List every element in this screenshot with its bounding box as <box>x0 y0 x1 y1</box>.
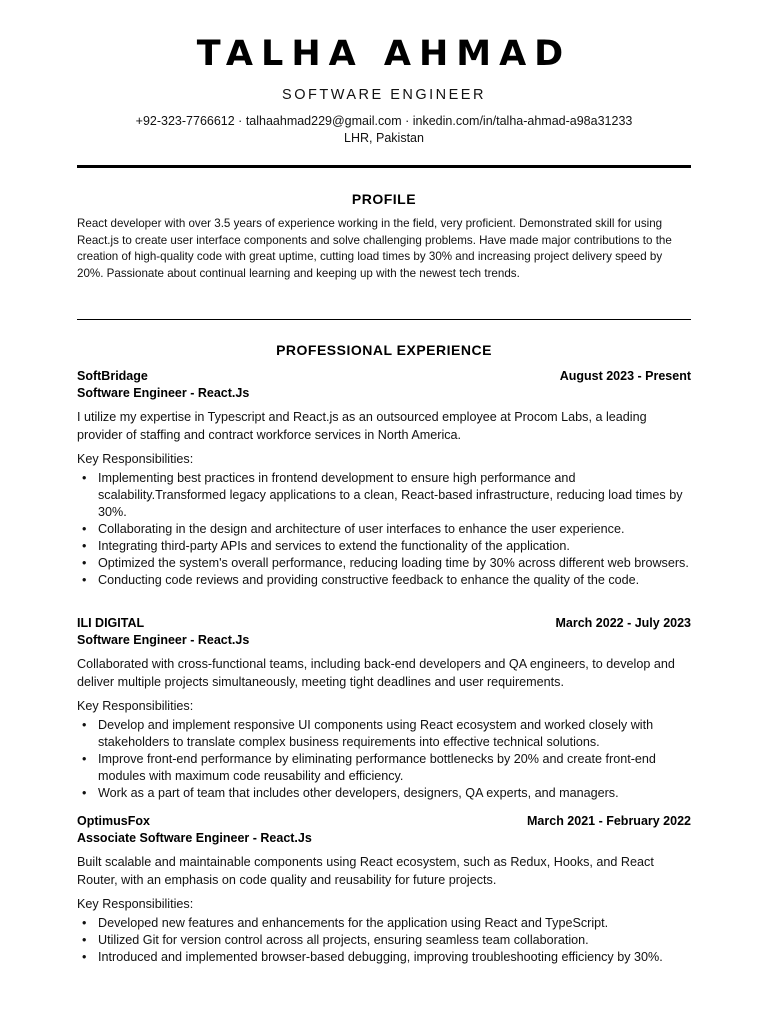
job-role: Software Engineer - React.Js <box>77 632 250 647</box>
candidate-title: SOFTWARE ENGINEER <box>282 87 486 103</box>
list-item: • Optimized the system's overall performance, reducing loading time by 30% across different web browsers. <box>82 556 689 570</box>
job-entry <box>77 615 691 802</box>
list-item: • Develop and implement responsive UI components using React ecosystem and worked closely with stakeholders to translate complex business requirements into effective technical solutions. <box>82 718 654 749</box>
bullet-icon: • <box>82 718 87 732</box>
list-item: • Introduced and implemented browser-based debugging, improving troubleshooting efficiency by 30%. <box>82 950 663 964</box>
bullet-icon: • <box>82 556 87 570</box>
responsibilities-list <box>77 915 691 966</box>
job-entry <box>77 813 691 966</box>
bullet-icon: • <box>82 573 87 587</box>
list-item: • Conducting code reviews and providing constructive feedback to enhance the quality of the code. <box>82 573 640 587</box>
bullet-icon: • <box>82 752 87 766</box>
responsibilities-list <box>77 717 691 802</box>
bullet-icon: • <box>82 950 87 964</box>
list-item: • Improve front-end performance by eliminating performance bottlenecks by 20% and create front-end modules with maximum code reusability and efficiency. <box>82 752 656 783</box>
job-description: Built scalable and maintainable components using React ecosystem, such as Redux, Hooks, and React Router, with an emphasis on code quality and reusability for future projects. <box>77 855 654 887</box>
job-description: Collaborated with cross-functional teams, including back-end developers and QA engineers, to develop and deliver multiple projects simultaneously, meeting tight deadlines and user requirements. <box>77 657 675 689</box>
bullet-icon: • <box>82 522 87 536</box>
job-dates: August 2023 - Present <box>559 369 691 383</box>
job-company: ILI DIGITAL <box>77 616 145 630</box>
job-description: I utilize my expertise in Typescript and React.js as an outsourced employee at Procom Labs, a leading provider of staffing and contract workforce services in North America. <box>77 410 647 442</box>
job-entry <box>77 368 691 589</box>
job-dates: March 2022 - July 2023 <box>555 616 691 630</box>
profile-heading: PROFILE <box>351 191 417 207</box>
list-item: • Developed new features and enhancements for the application using React and TypeScript. <box>82 916 609 930</box>
header-divider <box>77 165 691 168</box>
job-header <box>77 615 691 632</box>
list-item: • Integrating third-party APIs and services to extend the functionality of the application. <box>82 539 570 553</box>
candidate-name: TALHA AHMAD <box>196 34 572 74</box>
contact-line: +92-323-7766612 · talhaahmad229@gmail.com · inkedin.com/in/talha-ahmad-a98a31233 <box>135 114 633 128</box>
key-responsibilities-label: Key Responsibilities: <box>77 699 194 713</box>
responsibilities-list <box>77 470 691 589</box>
key-responsibilities-label: Key Responsibilities: <box>77 452 194 466</box>
job-header <box>77 813 691 830</box>
job-role: Software Engineer - React.Js <box>77 385 250 400</box>
job-company: OptimusFox <box>77 814 150 828</box>
list-item: • Utilized Git for version control across all projects, ensuring seamless team collaboration. <box>82 933 589 947</box>
key-responsibilities-label: Key Responsibilities: <box>77 897 194 911</box>
job-role: Associate Software Engineer - React.Js <box>77 830 312 845</box>
job-header <box>77 368 691 385</box>
list-item: • Implementing best practices in frontend development to ensure high performance and scalability.Transformed legacy applications to a clean, React-based infrastructure, reducing load times by 30%. <box>82 471 683 519</box>
experience-heading: PROFESSIONAL EXPERIENCE <box>276 342 492 358</box>
list-item: • Work as a part of team that includes other developers, designers, QA experts, and managers. <box>82 786 619 800</box>
bullet-icon: • <box>82 786 87 800</box>
profile-text: React developer with over 3.5 years of experience working in the field, very proficient. Demonstrated skill for using React.js to create user interface components and solve challenging problems. Have made major contributions to the creation of high-quality code with great uptime, cutting load times by 30% and increasing project delivery speed by 20%. Passionate about continual learning and keeping up with the newest tech trends. <box>77 217 672 280</box>
job-company: SoftBridage <box>77 369 148 383</box>
bullet-icon: • <box>82 471 87 485</box>
bullet-icon: • <box>82 916 87 930</box>
section-divider <box>77 319 691 320</box>
contact-block <box>0 113 768 147</box>
job-dates: March 2021 - February 2022 <box>527 814 691 828</box>
list-item: • Collaborating in the design and architecture of user interfaces to enhance the user experience. <box>82 522 625 536</box>
location: LHR, Pakistan <box>344 131 424 145</box>
bullet-icon: • <box>82 933 87 947</box>
bullet-icon: • <box>82 539 87 553</box>
